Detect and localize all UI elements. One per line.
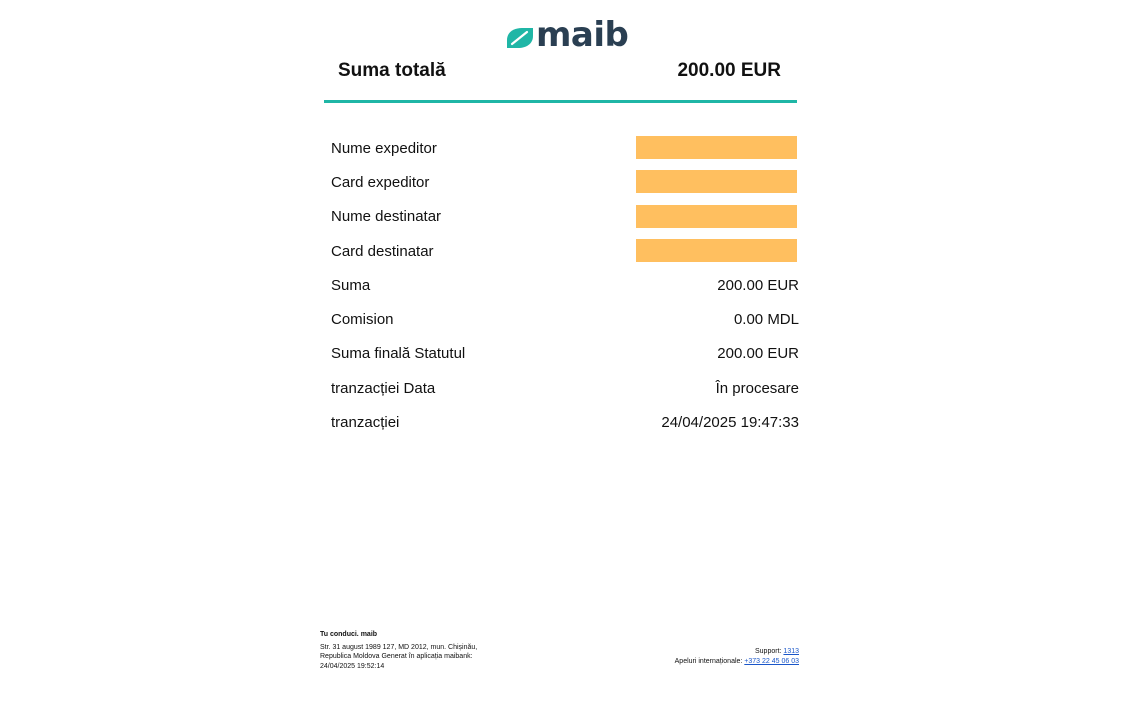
logo-text: maib (536, 15, 629, 55)
redaction-block (636, 170, 797, 193)
detail-value: 200.00 EUR (717, 345, 799, 363)
detail-row-final-amount (331, 337, 799, 371)
detail-row-recipient-card (331, 234, 799, 268)
detail-label: tranzacției (331, 414, 400, 432)
support-line (580, 647, 799, 657)
redaction-block (636, 136, 797, 159)
intl-line (580, 657, 799, 667)
detail-value: 24/04/2025 19:47:33 (661, 414, 799, 432)
detail-label: Nume destinatar (331, 208, 442, 226)
support-label: Support: (755, 648, 784, 655)
detail-row-recipient-name (331, 200, 799, 234)
footer-contacts (580, 647, 799, 666)
maib-leaf-icon (505, 27, 535, 49)
footer-generated-at: 24/04/2025 19:52:14 (320, 662, 385, 670)
detail-row-sender-name (331, 131, 799, 165)
total-value: 200.00 EUR (677, 60, 781, 81)
detail-label: Suma (331, 276, 371, 294)
support-phone-link[interactable]: 1313 (783, 648, 799, 655)
footer-address (320, 630, 580, 671)
maib-logo (505, 15, 629, 56)
intl-label: Apeluri internaționale: (674, 657, 745, 665)
detail-label: Card destinatar (331, 242, 434, 260)
detail-row-commission (331, 302, 799, 336)
detail-row-status (331, 371, 799, 405)
intl-phone-link[interactable]: +373 22 45 06 03 (744, 657, 799, 665)
detail-label: Suma finală Statutul (331, 345, 466, 363)
redaction-block (636, 239, 797, 262)
footer-tagline: Tu conduci. maib (320, 631, 378, 638)
footer-address-line: Str. 31 august 1989 127, MD 2012, mun. Chișinău, (320, 643, 478, 651)
detail-row-date (331, 405, 799, 439)
detail-row-amount (331, 268, 799, 302)
total-label: Suma totală (338, 60, 446, 81)
divider (324, 100, 797, 103)
redaction-block (636, 205, 797, 228)
detail-label: Card expeditor (331, 173, 430, 191)
detail-value: 200.00 EUR (717, 276, 799, 294)
footer-address-line: Republica Moldova Generat în aplicația maibank: (320, 653, 473, 660)
transaction-details (331, 131, 799, 440)
detail-label: Comision (331, 311, 394, 329)
detail-label: tranzacției Data (331, 379, 436, 397)
detail-label: Nume expeditor (331, 139, 437, 157)
detail-row-sender-card (331, 165, 799, 199)
detail-value: 0.00 MDL (733, 311, 799, 329)
detail-value: În procesare (715, 379, 799, 397)
